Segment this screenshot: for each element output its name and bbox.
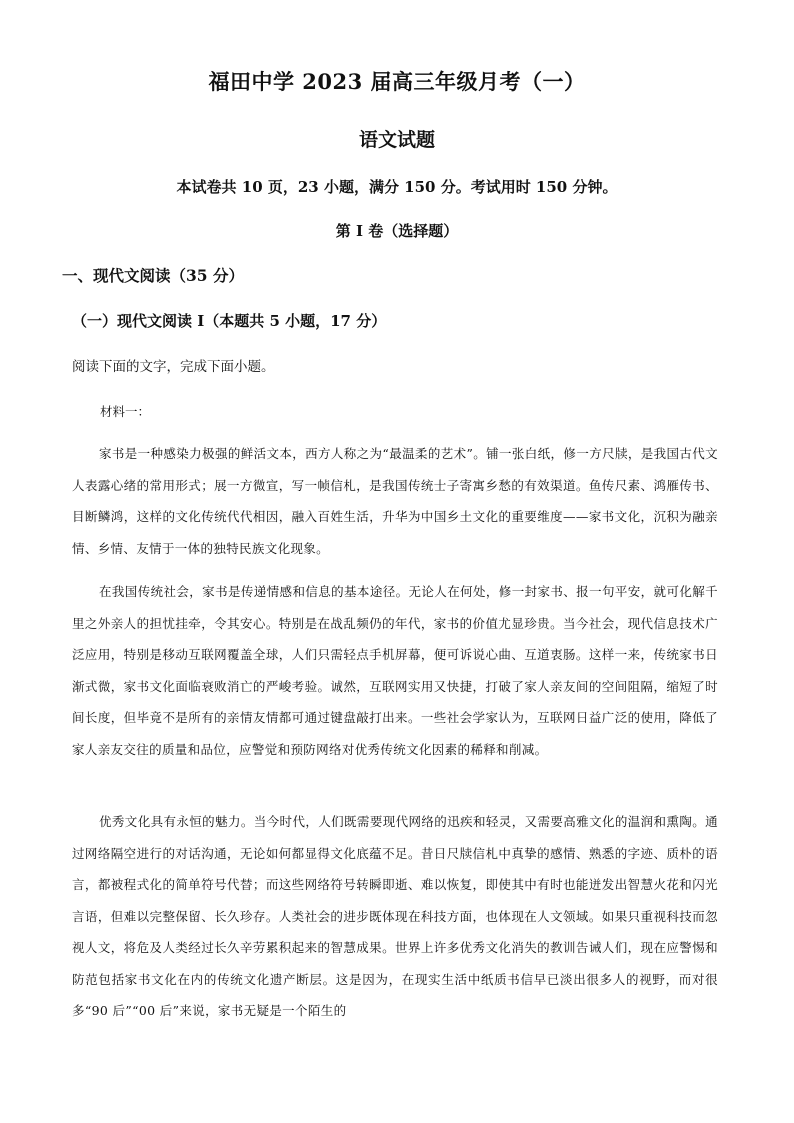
part-heading: 第 I 卷（选择题） bbox=[335, 222, 459, 240]
subsection-heading: （一）现代文阅读 I（本题共 5 小题，17 分） bbox=[72, 312, 387, 330]
reading-instruction: 阅读下面的文字，完成下面小题。 bbox=[72, 359, 275, 375]
paragraph: 在我国传统社会，家书是传递情感和信息的基本途径。无论人在何处，修一封家书、报一句平安，就可化解千里之外亲人的担忧挂牵，令其安心。特别是在战乱频仍的年代，家书的价值尤显珍贵。当今社会，现代信息技术广泛应用，特别是移动互联网覆盖全球，人们只需轻点手机屏幕，便可诉说心曲、互道衷肠。这样一来，传统家书日渐式微，家书文化面临衰败消亡的严峻考验。诚然，互联网实用又快捷，打破了家人亲友间的空间阻隔，缩短了时间长度，但毕竟不是所有的亲情友情都可通过键盘敲打出来。一些社会学家认为，互联网日益广泛的使用，降低了家人亲友交往的质量和品位，应警觉和预防网络对优秀传统文化因素的稀释和削减。 bbox=[72, 584, 718, 757]
paragraph: 优秀文化具有永恒的魅力。当今时代，人们既需要现代网络的迅疾和轻灵，又需要高雅文化的温润和熏陶。通过网络隔空进行的对话沟通，无论如何都显得文化底蕴不足。昔日尺牍信札中真挚的感情、熟悉的字迹、质朴的语言，都被程式化的简单符号代替；而这些网络符号转瞬即逝、难以恢复，即使其中有时也能迸发出智慧火花和闪光言语，但难以完整保留、长久珍存。人类社会的进步既体现在科技方面，也体现在人文领域。如果只重视科技而忽视人文，将危及人类经过长久辛劳累积起来的智慧成果。世界上许多优秀文化消失的教训告诫人们，现在应警惕和防范包括家书文化在内的传统文化遗产断层。这是因为，在现实生活中纸质书信早已淡出很多人的视野，而对很多“90 后”“00 后”来说，家书无疑是一个陌生的 bbox=[72, 814, 718, 1018]
material-label: 材料一： bbox=[100, 404, 151, 419]
exam-title: 福田中学 2023 届高三年级月考（一） bbox=[208, 69, 586, 94]
section-heading: 一、现代文阅读（35 分） bbox=[62, 266, 244, 285]
paragraph: 家书是一种感染力极强的鲜活文本，西方人称之为“最温柔的艺术”。铺一张白纸，修一方尺牍，是我国古代文人表露心绪的常用形式；展一方微宣，写一帧信札，是我国传统士子寄寓乡愁的有效渠道。鱼传尺素、鸿雁传书、目断鳞鸿，这样的文化传统代代相因，融入百姓生活，升华为中国乡土文化的重要维度——家书文化，沉积为融亲情、乡情、友情于一体的独特民族文化现象。 bbox=[72, 446, 718, 556]
exam-subtitle: 语文试题 bbox=[358, 129, 435, 151]
exam-info: 本试卷共 10 页，23 小题，满分 150 分。考试用时 150 分钟。 bbox=[176, 178, 618, 196]
